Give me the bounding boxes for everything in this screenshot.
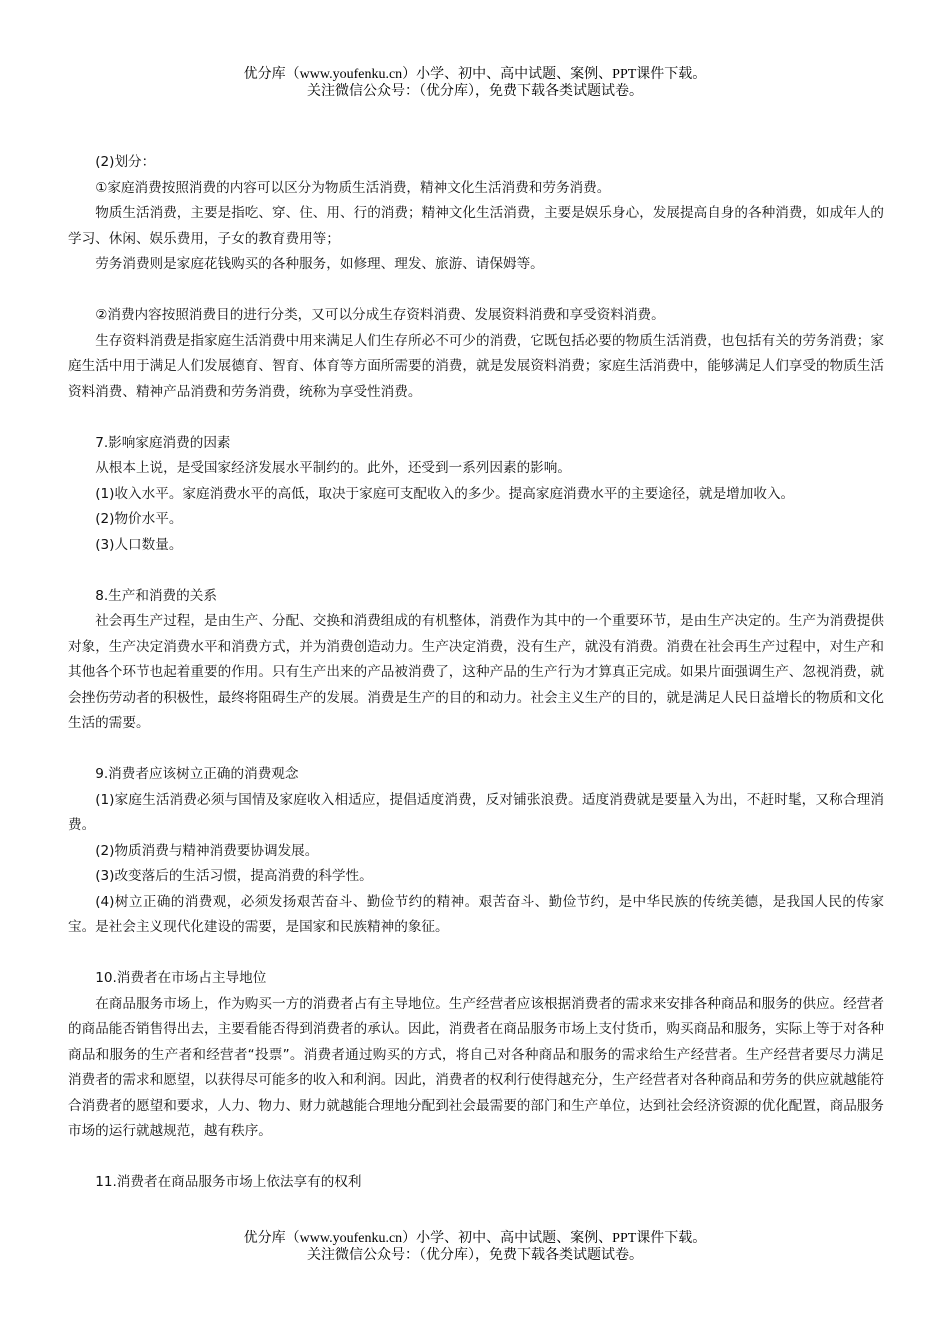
spacer	[68, 737, 884, 763]
header-line-2: 关注微信公众号：（优分库），免费下载各类试题试卷。	[307, 84, 643, 99]
footer-line-1: 优分库（www.youfenku.cn）小学、初中、高中试题、案例、PPT课件下载。	[243, 1231, 707, 1246]
paragraph: 社会再生产过程，是由生产、分配、交换和消费组成的有机整体，消费作为其中的一个重要环节，是由生产决定的。生产为消费提供对象，生产决定消费水平和消费方式，并为消费创造动力。生产决定消费，没有生产，就没有消费。消费在社会再生产过程中，对生产和其他各个环节也起着重要的作用。只有生产出来的产品被消费了，这种产品的生产行为才算真正完成。如果片面强调生产、忽视消费，就会挫伤劳动者的积极性，最终将阻碍生产的发展。消费是生产的目的和动力。社会主义生产的目的，就是满足人民日益增长的物质和文化生活的需要。	[68, 613, 884, 731]
spacer	[68, 558, 884, 584]
footer-line-2: 关注微信公众号：（优分库），免费下载各类试题试卷。	[307, 1248, 643, 1263]
spacer	[68, 278, 884, 304]
paragraph: 物质生活消费，主要是指吃、穿、住、用、行的消费；精神文化生活消费，主要是娱乐身心，发展提高自身的各种消费，如成年人的学习、休闲、娱乐费用，子女的教育费用等；	[68, 205, 884, 247]
paragraph: (2)划分：	[95, 154, 156, 170]
paragraph: ②消费内容按照消费目的进行分类，又可以分成生存资料消费、发展资料消费和享受资料消费。	[95, 307, 665, 323]
paragraph: ①家庭消费按照消费的内容可以区分为物质生活消费，精神文化生活消费和劳务消费。	[95, 179, 611, 196]
section-heading-8: 8.生产和消费的关系	[95, 587, 217, 604]
paragraph: (3)人口数量。	[95, 536, 183, 553]
section-heading-11: 11.消费者在商品服务市场上依法享有的权利	[95, 1174, 362, 1190]
paragraph: (1)家庭生活消费必须与国情及家庭收入相适应，提倡适度消费，反对铺张浪费。适度消费就是要量入为出，不赶时髦，又称合理消费。	[68, 791, 884, 833]
paragraph: (1)收入水平。家庭消费水平的高低，取决于家庭可支配收入的多少。提高家庭消费水平的主要途径，就是增加收入。	[95, 485, 795, 502]
page-footer	[0, 1230, 950, 1264]
paragraph: (3)改变落后的生活习惯，提高消费的科学性。	[95, 868, 373, 884]
paragraph: 劳务消费则是家庭花钱购买的各种服务，如修理、理发、旅游、请保姆等。	[95, 256, 544, 272]
section-heading-7: 7.影响家庭消费的因素	[95, 434, 231, 451]
page-header	[0, 66, 950, 100]
section-heading-9: 9.消费者应该树立正确的消费观念	[95, 766, 299, 782]
spacer	[68, 941, 884, 967]
header-line-1: 优分库（www.youfenku.cn）小学、初中、高中试题、案例、PPT课件下载。	[243, 67, 707, 82]
paragraph: 从根本上说，是受国家经济发展水平制约的。此外，还受到一系列因素的影响。	[95, 460, 571, 476]
paragraph: (2)物质消费与精神消费要协调发展。	[95, 842, 319, 859]
spacer	[68, 1145, 884, 1171]
document-body	[68, 150, 884, 1196]
section-heading-10: 10.消费者在市场占主导地位	[95, 970, 267, 986]
paragraph: 在商品服务市场上，作为购买一方的消费者占有主导地位。生产经营者应该根据消费者的需求来安排各种商品和服务的供应。经营者的商品能否销售得出去，主要看能否得到消费者的承认。因此，消费者在商品服务市场上支付货币，购买商品和服务，实际上等于对各种商品和服务的生产者和经营者“投票”。消费者通过购买的方式，将自己对各种商品和服务的需求给生产经营者。生产经营者要尽力满足消费者的需求和愿望，以获得尽可能多的收入和利润。因此，消费者的权利行使得越充分，生产经营者对各种商品和劳务的供应就越能符合消费者的愿望和要求，人力、物力、财力就越能合理地分配到社会最需要的部门和生产单位，达到社会经济资源的优化配置，商品服务市场的运行就越规范，越有秩序。	[68, 995, 884, 1139]
paragraph: (4)树立正确的消费观，必须发扬艰苦奋斗、勤俭节约的精神。艰苦奋斗、勤俭节约，是中华民族的传统美德，是我国人民的传家宝。是社会主义现代化建设的需要，是国家和民族精神的象征。	[68, 893, 884, 935]
paragraph: (2)物价水平。	[95, 511, 183, 527]
spacer	[68, 405, 884, 431]
paragraph: 生存资料消费是指家庭生活消费中用来满足人们生存所必不可少的消费，它既包括必要的物质生活消费，也包括有关的劳务消费；家庭生活中用于满足人们发展德育、智育、体育等方面所需要的消费，就是发展资料消费；家庭生活消费中，能够满足人们享受的物质生活资料消费、精神产品消费和劳务消费，统称为享受性消费。	[68, 332, 884, 400]
